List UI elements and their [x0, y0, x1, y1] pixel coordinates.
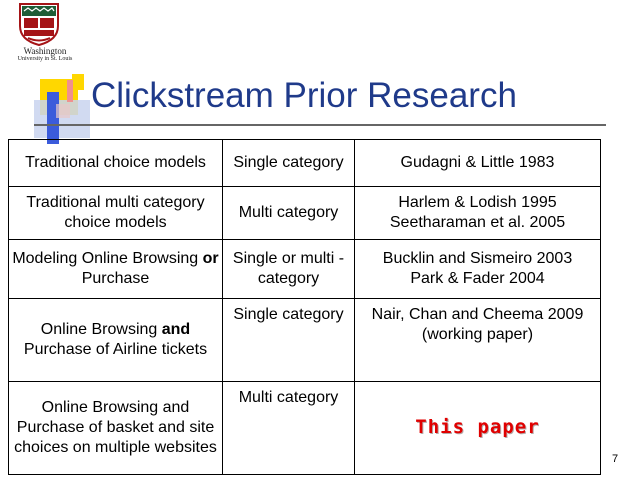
title-underline: [34, 124, 606, 126]
reference-line: Park & Fader 2004: [410, 270, 545, 287]
emphasis-text: or: [202, 250, 219, 267]
model-cell: Online Browsing and Purchase of basket and site choices on multiple websites: [9, 382, 223, 475]
research-table: [8, 139, 601, 475]
slide-title: Clickstream Prior Research: [91, 76, 517, 115]
reference-cell: Gudagni & Little 1983: [355, 140, 601, 187]
model-text: Online Browsing: [40, 321, 162, 338]
reference-line: Nair, Chan and Cheema 2009: [371, 306, 584, 323]
category-cell: Single or multi -category: [223, 240, 355, 299]
logo-subtitle: University in St. Louis: [17, 56, 73, 62]
reference-line: (working paper): [421, 326, 534, 343]
table-row: [9, 140, 601, 187]
model-cell: [9, 299, 223, 382]
reference-line: Bucklin and Sismeiro 2003: [382, 250, 573, 267]
category-cell: Single category: [223, 140, 355, 187]
table-row: [9, 240, 601, 299]
model-cell: Traditional multi category choice models: [9, 187, 223, 240]
reference-cell: [355, 299, 601, 382]
model-cell: Traditional choice models: [9, 140, 223, 187]
table-row: [9, 299, 601, 382]
category-cell: Multi category: [223, 187, 355, 240]
table-row: [9, 187, 601, 240]
model-text: Purchase of Airline tickets: [23, 341, 208, 358]
reference-line: Seetharaman et al. 2005: [389, 214, 566, 231]
reference-cell: [355, 382, 601, 475]
emphasis-text: and: [161, 321, 191, 338]
logo-wordmark: Washington: [23, 46, 67, 56]
model-cell: [9, 240, 223, 299]
university-shield-icon: [16, 2, 74, 46]
slide-number: 7: [612, 453, 619, 465]
university-logo: [10, 2, 73, 74]
category-cell: Single category: [223, 299, 355, 382]
model-text: Purchase: [81, 270, 150, 287]
reference-cell: [355, 187, 601, 240]
model-text: Modeling Online Browsing: [12, 250, 203, 267]
table-row: [9, 382, 601, 475]
category-cell: Multi category: [223, 382, 355, 475]
reference-cell: [355, 240, 601, 299]
this-paper-label: This paper: [415, 416, 540, 438]
reference-line: Harlem & Lodish 1995: [398, 194, 557, 211]
